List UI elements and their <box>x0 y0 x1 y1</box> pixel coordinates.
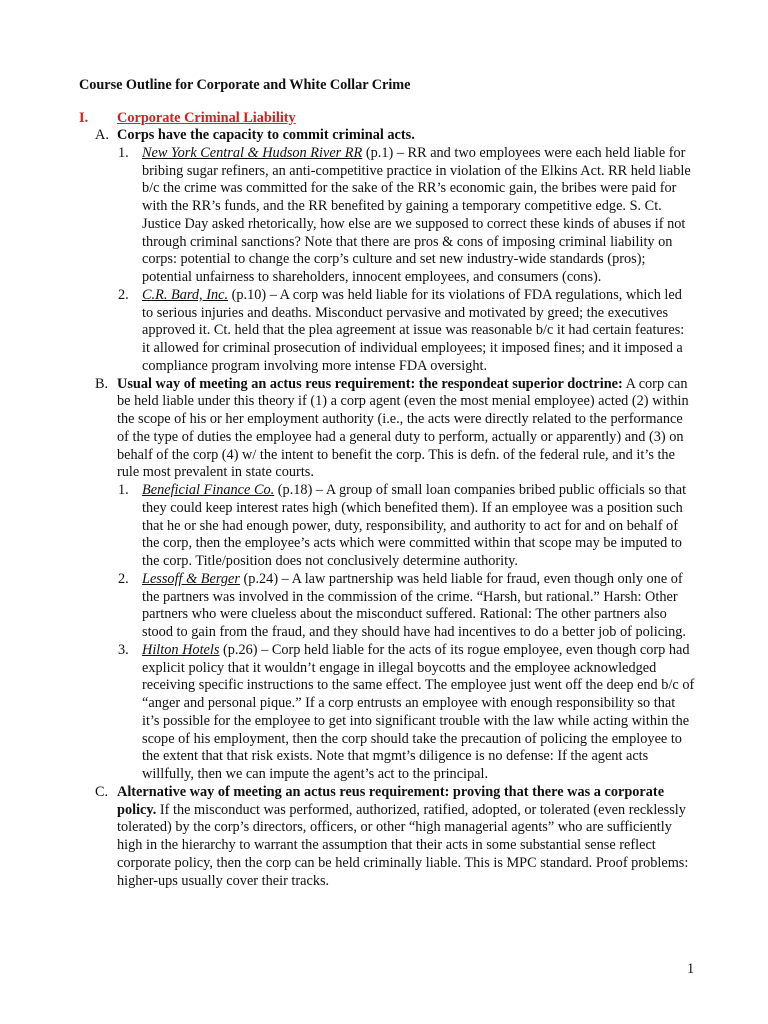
subsection-label: A. <box>95 127 109 143</box>
case-summary: (p.26) – Corp held liable for the acts of its rogue employee, even though corp had explicit policy that it wouldn’t engage in illegal boycotts and the employee acknowledged receiving specific instructions to the same effect. The employee just went off the deep end b/c of “anger and personal pique.” If a corp entrusts an employee with enough responsibility so that it’s possible for the employee to get into significant trouble with the law while acting within the scope of his employment, then the corp should take the precaution of policing the employee to the extent that that risk exists. Note that mgmt’s diligence is no defense: If the agent acts willfully, then we can impute the agent’s act to the principal. <box>142 641 695 782</box>
subsection-heading: Alternative way of meeting an actus reus requirement: proving that there was a corporate policy. <box>117 783 665 818</box>
subsection-body: A corp can be held liable under this theory if (1) a corp agent (even the most menial employee) acted (2) within the scope of his or her employment authority (i.e., the acts were directly related to the performance of the type of duties the employee had a general duty to perform, actually or apparently) and (3) on behalf of the corp (4) w/ the intent to benefit the corp. This is defn. of the federal rule, and it’s the rule most prevalent in state courts. <box>117 375 689 481</box>
item-label: 1. <box>118 482 129 498</box>
subsection-c <box>0 784 695 891</box>
case-name: Lessoff & Berger <box>142 570 240 587</box>
item-label: 3. <box>118 641 129 658</box>
case-summary: (p.18) – A group of small loan companies bribed public officials so that they could keep interest rates high (which benefited them). If an employee was a position such that he or she had enough power, duty, responsibility, and authority to act for and on behalf of the corp, then the employee’s acts which were committed within that scope may be imputed to the corp. Title/position does not conclusively determine authority. <box>142 482 687 569</box>
case-summary: (p.24) – A law partnership was held liable for fraud, even though only one of the partners was involved in the commission of the crime. “Harsh, but rational.” Harsh: Other partners who were clueless about the misconduct suffered. Rational: The other partners also stood to gain from the fraud, and they should have had incentives to do a better job of policing. <box>142 570 686 640</box>
case-summary: (p.1) – RR and two employees were each held liable for bribing sugar refiners, an anti-competitive practice in violation of the Elkins Act. RR held liable b/c the crime was committed for the sake of the RR’s economic gain, the bribes were paid for with the RR’s funds, and the RR benefited by gaining a temporary competitive edge. S. Ct. Justice Day asked rhetorically, how else are we supposed to correct these kinds of abuses if not through criminal sanctions? Note that there are pros & cons of imposing criminal liability on corps: potential to change the corp’s culture and set new industry-wide standards (pros); potential unfairness to shareholders, innocent employees, and consumers (cons). <box>142 144 691 285</box>
subsection-body: If the misconduct was performed, authorized, ratified, adopted, or tolerated (even recklessly tolerated) by the corp’s directors, officers, or other “high managerial agents” who are sufficiently high in the hierarchy to warrant the assumption that their acts in some substantial sense reflect corporate policy, then the corp can be held criminally liable. This is MPC standard. Proof problems: higher-ups usually cover their tracks. <box>117 801 689 889</box>
case-item <box>0 482 695 571</box>
page-number: 1 <box>687 961 695 977</box>
case-name: C.R. Bard, Inc. <box>142 286 229 303</box>
case-name: Beneficial Finance Co. <box>142 482 275 498</box>
subsection-a <box>0 127 695 145</box>
case-item <box>0 287 695 376</box>
case-name: Hilton Hotels <box>142 641 220 658</box>
item-label: 1. <box>118 144 129 161</box>
subsection-heading: Usual way of meeting an actus reus requirement: the respondeat superior doctrine: <box>117 375 623 392</box>
subsection-label: C. <box>95 783 109 800</box>
subsection-b <box>0 376 695 483</box>
document-title: Course Outline for Corporate and White Collar Crime <box>79 77 411 93</box>
section-number: I. <box>79 110 89 126</box>
case-name: New York Central & Hudson River RR <box>142 144 363 161</box>
case-summary: (p.10) – A corp was held liable for its violations of FDA regulations, which led to serious injuries and deaths. Misconduct pervasive and motivated by greed; the executives approved it. Ct. held that the plea agreement at issue was reasonable b/c it had certain features: it allowed for criminal prosecution of individual employees; it imposed fines; and it imposed a compliance program involving more intense FDA oversight. <box>142 286 685 374</box>
case-item <box>0 642 695 784</box>
item-label: 2. <box>118 570 129 587</box>
case-item <box>0 145 695 287</box>
subsection-heading: Corps have the capacity to commit criminal acts. <box>117 127 415 143</box>
case-item <box>0 571 695 642</box>
section-title: Corporate Criminal Liability <box>117 110 296 126</box>
outline-body <box>0 127 768 890</box>
subsection-label: B. <box>95 375 109 392</box>
item-label: 2. <box>118 286 129 303</box>
